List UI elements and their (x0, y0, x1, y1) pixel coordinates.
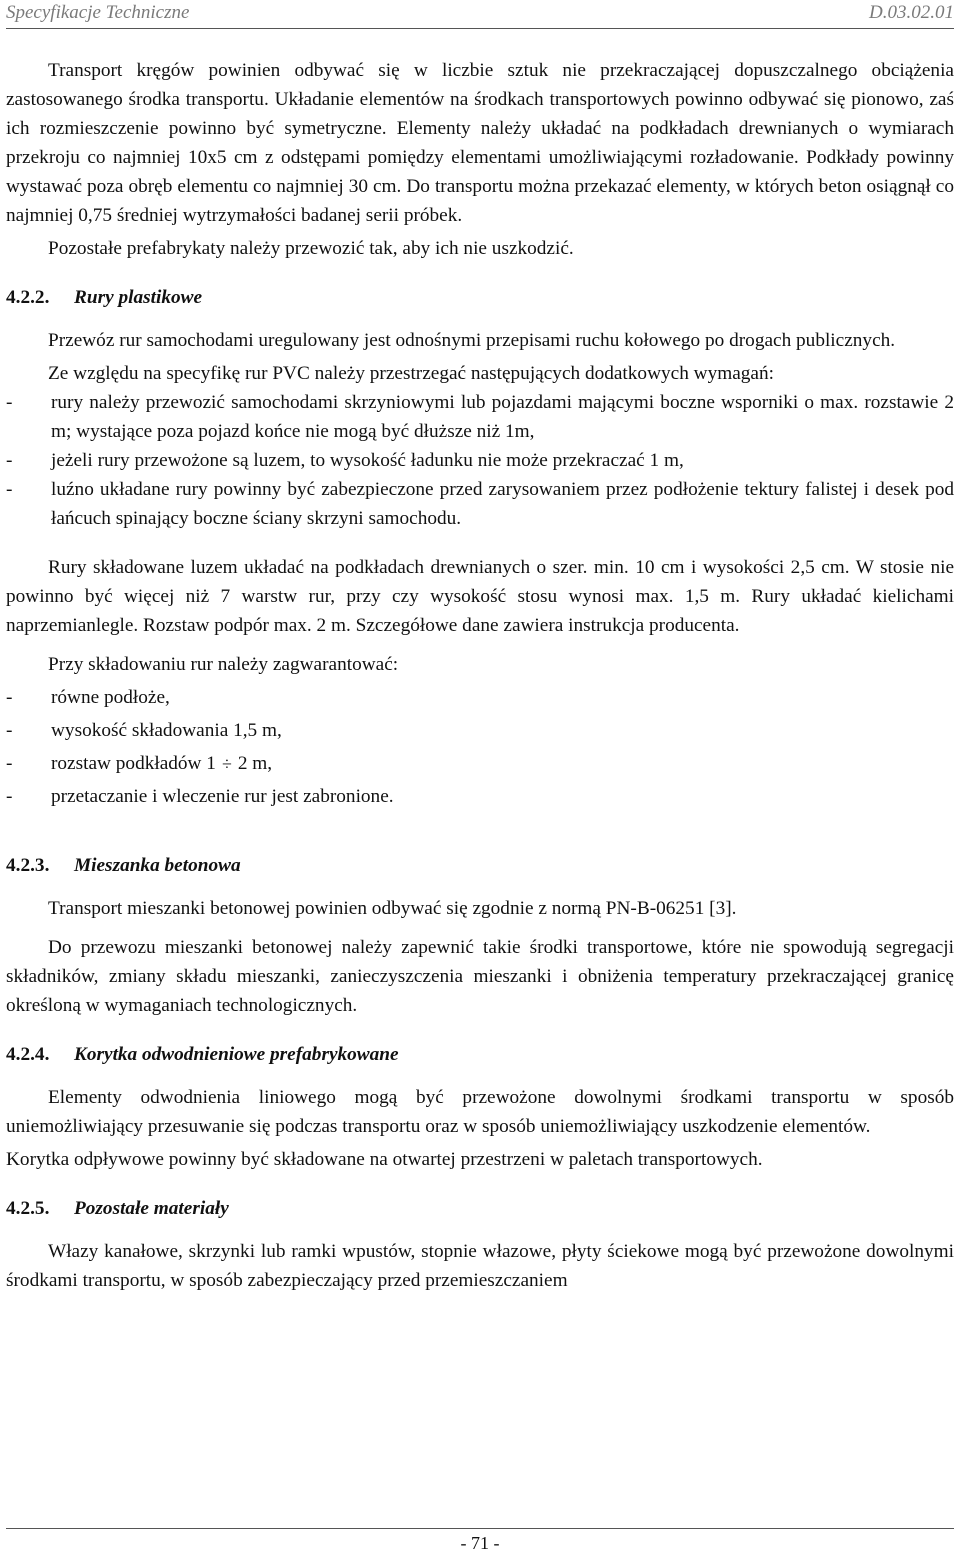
paragraph: Ze względu na specyfikę rur PVC należy przestrzegać następujących dodatkowych wymagań: (48, 363, 774, 384)
requirements-list (6, 388, 954, 533)
list-item (6, 782, 954, 811)
page-number: - 71 - (460, 1533, 500, 1553)
header-title: Specyfikacje Techniczne (6, 2, 190, 23)
dash-marker: - (6, 687, 13, 708)
list-item (6, 446, 954, 475)
paragraph: Włazy kanałowe, skrzynki lub ramki wpustów, stopnie włazowe, płyty ściekowe mogą być przewożone dowolnymi środkami transportu, w sposób zabezpieczający przed przemieszczaniem (6, 1241, 954, 1291)
section-number: 4.2.5. (6, 1198, 50, 1219)
page-content (6, 56, 954, 1295)
list-item-text: 2 m, (237, 753, 273, 774)
list-item (6, 716, 954, 745)
list-item (6, 388, 954, 446)
header-divider (6, 28, 954, 29)
list-item-text: luźno układane rury powinny być zabezpieczone przed zarysowaniem przez podłożenie tektury falistej i desek pod łańcuch spinający boczne ściany skrzyni samochodu. (51, 479, 954, 529)
section-title: Pozostałe materiały (74, 1198, 229, 1219)
paragraph: Rury składowane luzem układać na podkładach drewnianych o szer. min. 10 cm i wysokości 2,5 cm. W stosie nie powinno być więcej niż 7 warstw rur, przy czy wysokość stosu wynosi max. 1,5 m. Rury układać kielichami naprzemianlegle. Rozstaw podpór max. 2 m. Szczegółowe dane zawiera instrukcja producenta. (6, 557, 954, 636)
dash-marker: - (6, 786, 13, 807)
list-item-text: równe podłoże, (51, 687, 170, 708)
section-title: Mieszanka betonowa (74, 855, 241, 876)
paragraph: Do przewozu mieszanki betonowej należy zapewnić takie środki transportowe, które nie spowodują segregacji składników, zmiany składu mieszanki, zanieczyszczenia mieszanki i obniżenia temperatury przekraczającej granicę określoną w wymaganiach technologicznych. (6, 937, 954, 1016)
footer-divider (6, 1528, 954, 1529)
section-number: 4.2.3. (6, 855, 50, 876)
storage-list (6, 683, 954, 811)
range-symbol: ÷ (221, 754, 232, 774)
dash-marker: - (6, 392, 13, 413)
dash-marker: - (6, 450, 13, 471)
list-item-text: rozstaw podkładów 1 (51, 753, 216, 774)
page-header (6, 2, 954, 28)
paragraph: Przy składowaniu rur należy zagwarantować: (48, 654, 399, 675)
intro-paragraph: Transport kręgów powinien odbywać się w liczbie sztuk nie przekraczającej dopuszczalnego obciążenia zastosowanego środka transportu. Układanie elementów na środkach transportowych powinno odbywać się pionowo, zaś ich rozmieszczenie powinno być symetryczne. Elementy należy układać na podkładach drewnianych o wymiarach przekroju co najmniej 10x5 cm z odstępami pomiędzy elementami umożliwiającymi rozładowanie. Podkłady powinny wystawać poza obręb elementu co najmniej 30 cm. Do transportu można przekazać elementy, w których beton osiągnął co najmniej 0,75 średniej wytrzymałości badanej serii próbek. (6, 60, 954, 226)
intro-paragraph-2: Pozostałe prefabrykaty należy przewozić tak, aby ich nie uszkodzić. (48, 238, 574, 259)
header-doc-code: D.03.02.01 (869, 2, 954, 23)
section-heading-424 (6, 1040, 954, 1069)
paragraph: Przewóz rur samochodami uregulowany jest odnośnymi przepisami ruchu kołowego po drogach publicznych. (48, 330, 896, 351)
list-item-text: rury należy przewozić samochodami skrzyniowymi lub pojazdami mającymi boczne wsporniki o max. rozstawie 2 m; wystające poza pojazd końce nie mogą być dłuższe niż 1m, (51, 392, 954, 442)
list-item-text: przetaczanie i wleczenie rur jest zabronione. (51, 786, 394, 807)
section-title: Rury plastikowe (74, 287, 203, 308)
list-item-text: wysokość składowania 1,5 m, (51, 720, 282, 741)
section-heading-425 (6, 1194, 954, 1223)
section-number: 4.2.4. (6, 1044, 50, 1065)
list-item (6, 683, 954, 712)
dash-marker: - (6, 720, 13, 741)
section-title: Korytka odwodnieniowe prefabrykowane (74, 1044, 399, 1065)
dash-marker: - (6, 479, 13, 500)
section-heading-423 (6, 851, 954, 880)
section-number: 4.2.2. (6, 287, 50, 308)
paragraph: Transport mieszanki betonowej powinien odbywać się zgodnie z normą PN-B-06251 [3]. (48, 898, 737, 919)
list-item (6, 749, 954, 778)
dash-marker: - (6, 753, 13, 774)
list-item-text: jeżeli rury przewożone są luzem, to wysokość ładunku nie może przekraczać 1 m, (51, 450, 684, 471)
section-heading-422 (6, 283, 954, 312)
paragraph: Elementy odwodnienia liniowego mogą być przewożone dowolnymi środkami transportu w sposób uniemożliwiający przesuwanie się podczas transportu oraz w sposób uniemożliwiający uszkodzenie elementów. (6, 1087, 954, 1137)
paragraph: Korytka odpływowe powinny być składowane na otwartej przestrzeni w paletach transportowych. (6, 1149, 763, 1170)
list-item (6, 475, 954, 533)
